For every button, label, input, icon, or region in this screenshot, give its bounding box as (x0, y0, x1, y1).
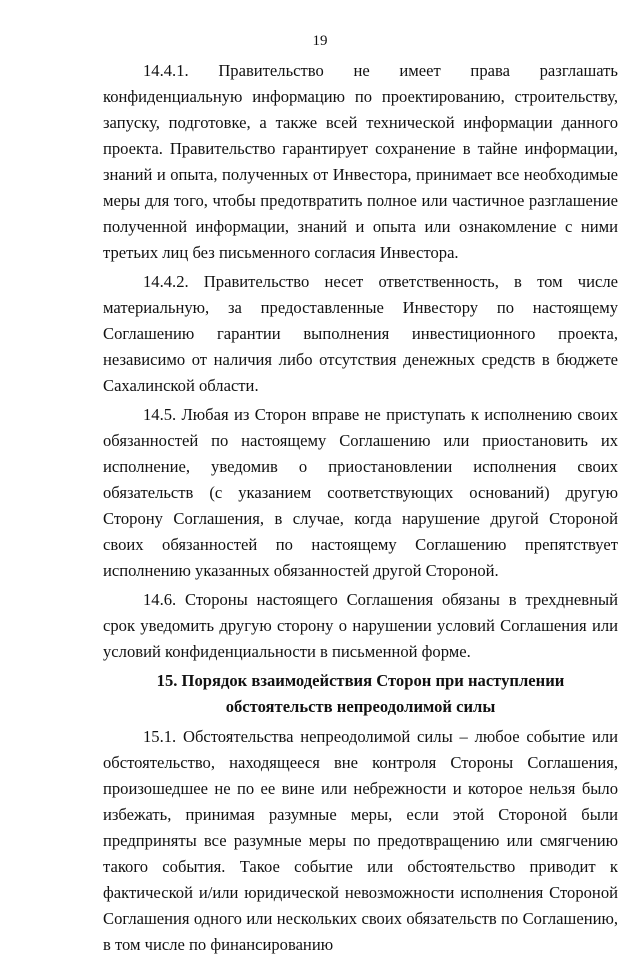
paragraph-14-4-2: 14.4.2. Правительство несет ответственность, в том числе материальную, за предоставленные Инвестору по настоящему Соглашению гарантии выполнения инвестиционного проекта, независимо от наличия либо отсутствия денежных средств в бюджете Сахалинской области. (103, 272, 618, 395)
paragraph-14-4-1: 14.4.1. Правительство не имеет права разглашать конфиденциальную информацию по проектированию, строительству, запуску, подготовке, а также всей технической информации данного проекта. Правительство гарантирует сохранение в тайне информации, знаний и опыта, полученных от Инвестора, принимает все необходимые меры для того, чтобы предотвратить полное или частичное разглашение полученной информации, знаний и опыта или ознакомление с ними третьих лиц без письменного согласия Инвестора. (103, 61, 618, 262)
paragraph-14-5: 14.5. Любая из Сторон вправе не приступать к исполнению своих обязанностей по настоящему Соглашению или приостановить их исполнение, уведомив о приостановлении исполнения своих обязательств (с указанием соответствующих оснований) другую Сторону Соглашения, в случае, когда нарушение другой Стороной своих обязанностей по настоящему Соглашению препятствует исполнению указанных обязанностей другой Стороной. (103, 405, 618, 580)
document-body (103, 58, 618, 961)
section-15-heading-line-2: обстоятельств непреодолимой силы (225, 697, 496, 716)
section-15-heading (103, 668, 618, 720)
paragraph-15-1: 15.1. Обстоятельства непреодолимой силы – любое событие или обстоятельство, находящееся вне контроля Стороны Соглашения, произошедшее не по ее вине или небрежности и которое нельзя было избежать, принимая разумные меры, если этой Стороной были предприняты все разумные меры по предотвращению или смягчению такого события. Такое событие или обстоятельство приводит к фактической и/или юридической невозможности исполнения Стороной Соглашения одного или нескольких своих обязательств по Соглашению, в том числе по финансированию (103, 727, 618, 954)
paragraph-14-6: 14.6. Стороны настоящего Соглашения обязаны в трехдневный срок уведомить другую сторону о нарушении условий Соглашения или условий конфиденциальности в письменной форме. (103, 590, 618, 661)
section-15-heading-line-1: 15. Порядок взаимодействия Сторон при наступлении (156, 671, 565, 690)
page-number: 19 (312, 33, 328, 49)
